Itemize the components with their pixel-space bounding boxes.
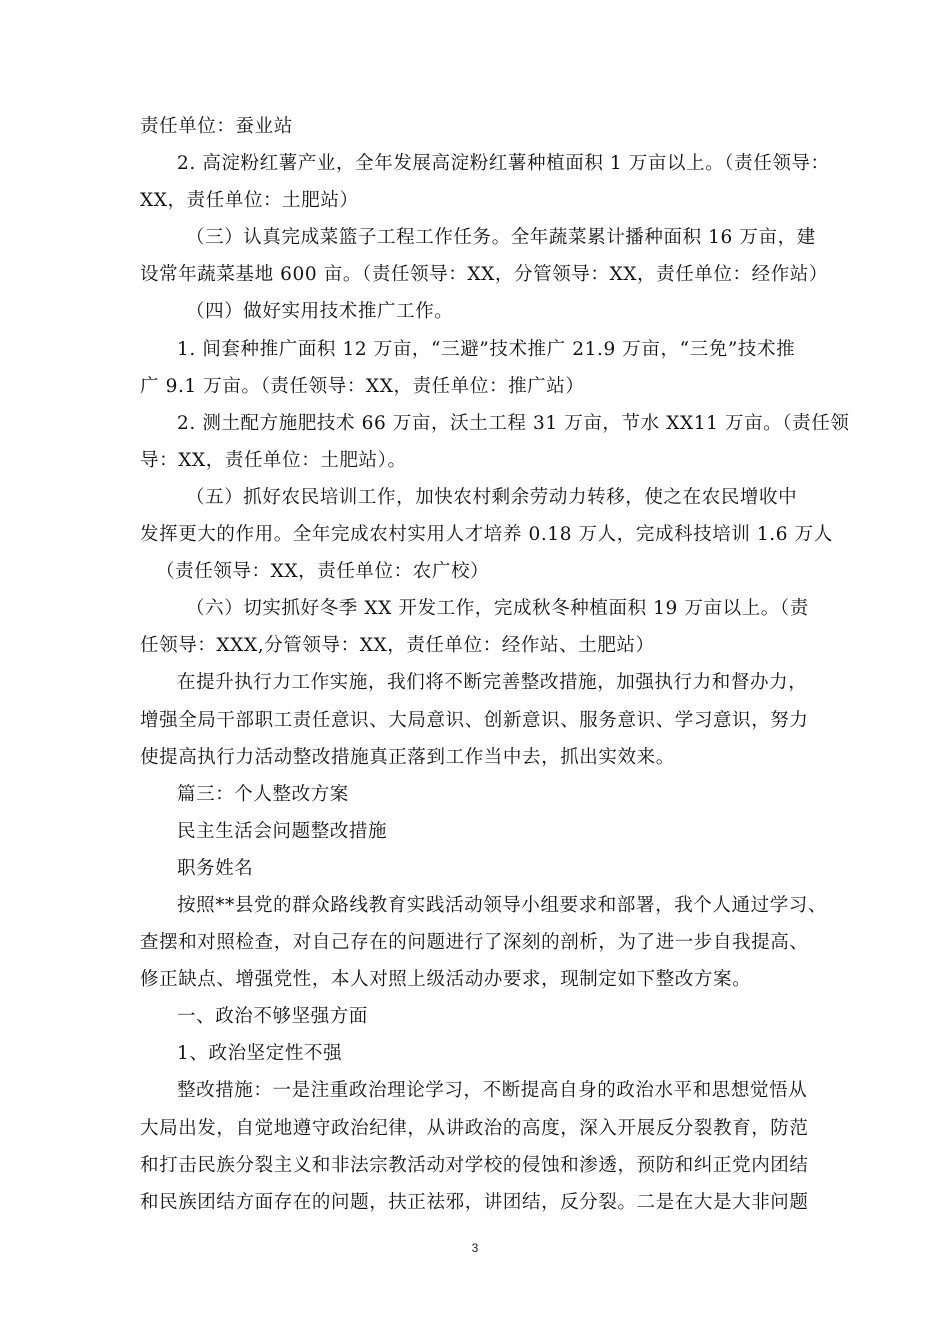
text-line: 大局出发，自觉地遵守政治纪律，从讲政治的高度，深入开展反分裂教育，防范 — [140, 1117, 809, 1139]
text-line: （五）抓好农民培训工作，加快农村剩余劳动力转移，使之在农民增收中 — [186, 486, 798, 508]
text-line: 在提升执行力工作实施，我们将不断完善整改措施，加强执行力和督办力， — [177, 672, 808, 694]
text-line: 修正缺点、增强党性，本人对照上级活动办要求，现制定如下整改方案。 — [140, 969, 752, 991]
page-number: 3 — [471, 1241, 479, 1255]
text-line: 民主生活会问题整改措施 — [177, 820, 388, 842]
text-line: 使提高执行力活动整改措施真正落到工作当中去，抓出实效来。 — [140, 746, 675, 768]
text-line: （三）认真完成菜篮子工程工作任务。全年蔬菜累计播种面积 16 万亩，建 — [186, 227, 816, 249]
text-line: 2. 测土配方施肥技术 66 万亩，沃土工程 31 万亩，节水 XX11 万亩。（责任领 — [177, 412, 850, 434]
text-line: 和民族团结方面存在的问题，扶正祛邪，讲团结，反分裂。二是在大是大非问题 — [140, 1191, 809, 1213]
text-line: 导：XX，责任单位：土肥站）。 — [140, 449, 407, 471]
text-line: 设常年蔬菜基地 600 亩。（责任领导：XX，分管领导：XX，责任单位：经作站） — [140, 264, 829, 286]
text-line: 2. 高淀粉红薯产业，全年发展高淀粉红薯种植面积 1 万亩以上。（责任领导： — [177, 153, 830, 175]
text-line: 查摆和对照检查，对自己存在的问题进行了深刻的剖析，为了进一步自我提高、 — [140, 932, 809, 954]
text-line: 1. 间套种推广面积 12 万亩，“三避”技术推广 21.9 万亩，“三免”技术推 — [177, 338, 796, 360]
text-line: （六）切实抓好冬季 XX 开发工作，完成秋冬种植面积 19 万亩以上。（责 — [186, 598, 809, 620]
text-line: 职务姓名 — [177, 857, 254, 879]
text-line: 广 9.1 万亩。（责任领导：XX，责任单位：推广站） — [140, 375, 585, 397]
text-line: 和打击民族分裂主义和非法宗教活动对学校的侵蚀和渗透，预防和纠正党内团结 — [140, 1154, 809, 1176]
text-line: 1、政治坚定性不强 — [177, 1043, 343, 1065]
text-line: （四）做好实用技术推广工作。 — [186, 301, 454, 323]
text-line: 增强全局干部职工责任意识、大局意识、创新意识、服务意识、学习意识，努力 — [140, 709, 809, 731]
text-line: 责任单位：蚕业站 — [140, 116, 293, 137]
text-line: 篇三：个人整改方案 — [177, 783, 349, 805]
text-line: 一、政治不够坚强方面 — [177, 1006, 369, 1028]
text-line: （责任领导：XX，责任单位：农广校） — [156, 561, 490, 583]
text-line: XX，责任单位：土肥站） — [140, 190, 359, 212]
text-line: 任领导：XXX,分管领导：XX，责任单位：经作站、土肥站） — [140, 635, 655, 657]
body-text — [140, 108, 850, 1221]
text-line: 整改措施：一是注重政治理论学习，不断提高自身的政治水平和思想觉悟从 — [177, 1080, 808, 1102]
text-line: 按照**县党的群众路线教育实践活动领导小组要求和部署，我个人通过学习、 — [177, 894, 828, 916]
text-line: 发挥更大的作用。全年完成农村实用人才培养 0.18 万人，完成科技培训 1.6 万人 — [140, 524, 833, 546]
